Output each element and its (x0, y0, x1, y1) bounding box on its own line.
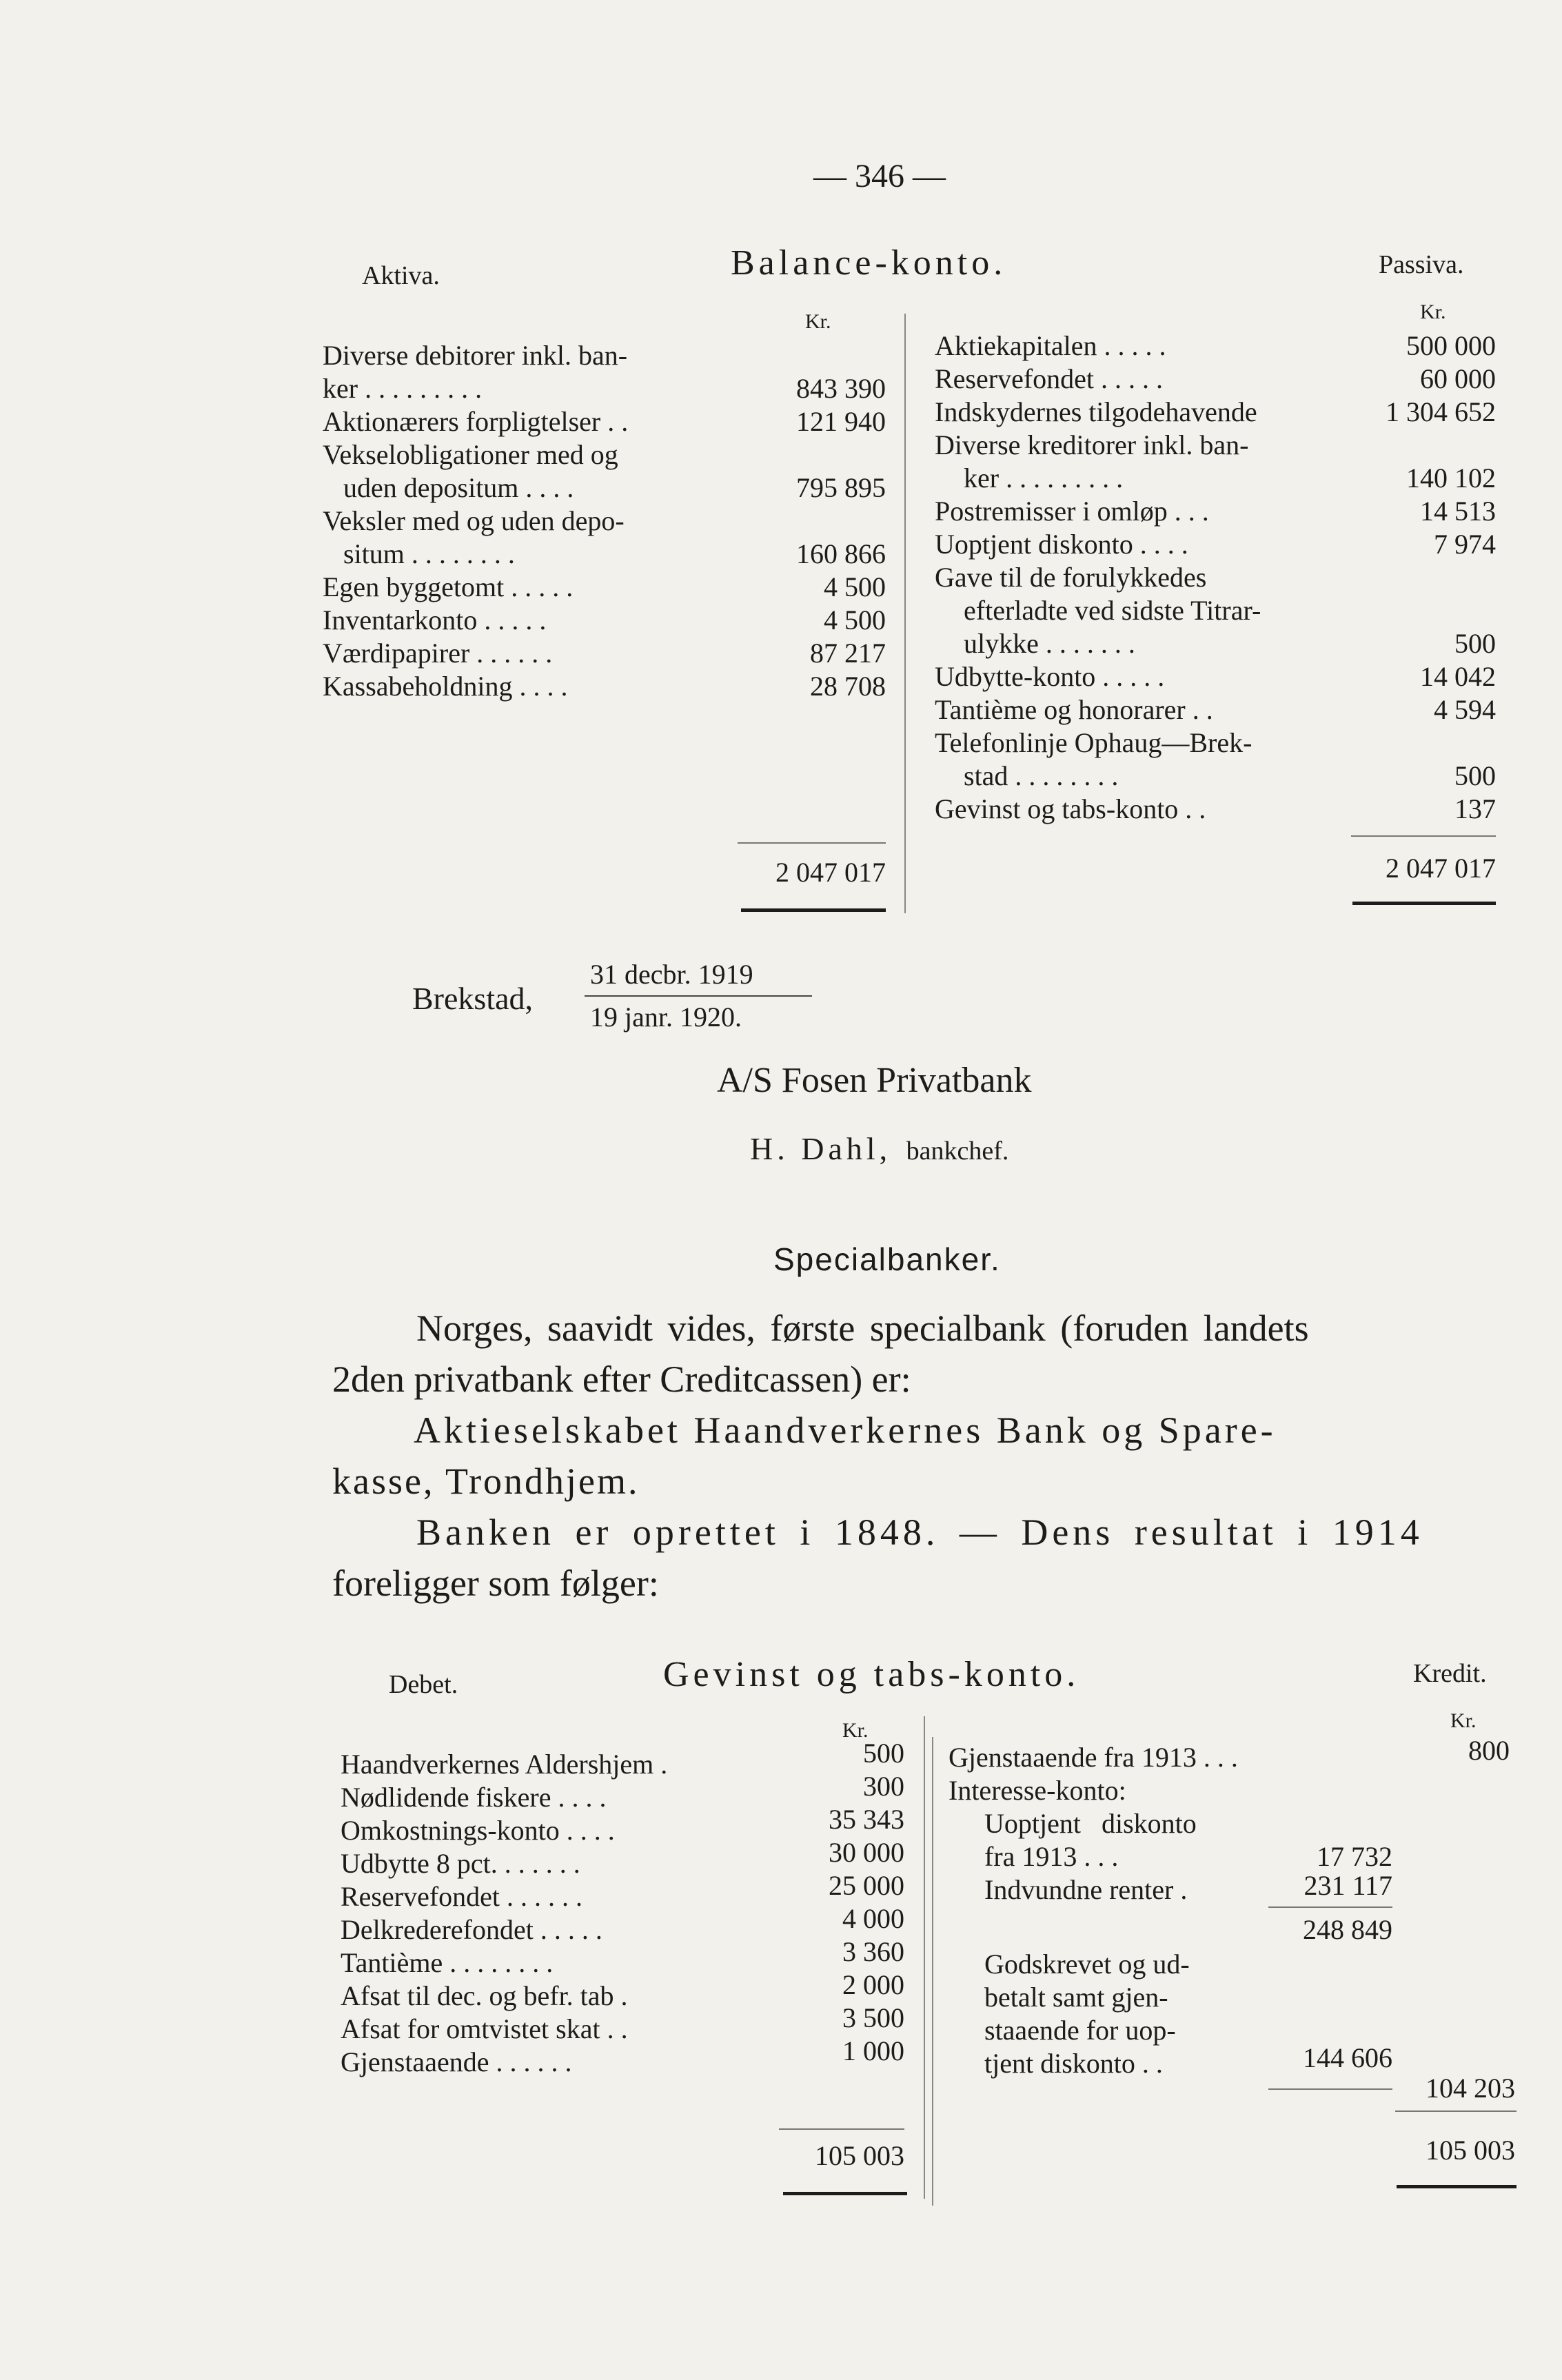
passiva-line: Uoptjent diskonto . . . . (935, 529, 1188, 560)
debet-amount: 500 (863, 1738, 904, 1769)
aktiva-sum-line (738, 842, 886, 844)
indvundne-amount: 231 117 (1304, 1870, 1392, 1901)
signature-name: H. Dahl, (750, 1131, 892, 1166)
aktiva-item (323, 505, 736, 571)
signature-role: bankchef. (906, 1137, 1009, 1166)
debet-amount: 300 (863, 1771, 904, 1802)
aktiva-amount: 87 217 (810, 638, 886, 669)
gevinst-title: Gevinst og tabs-konto. (663, 1655, 1080, 1694)
debet-kr-label: Kr. (842, 1719, 869, 1742)
signature-line (750, 1130, 1008, 1167)
aktiva-item (323, 438, 736, 505)
passiva-heading: Passiva. (1379, 250, 1464, 279)
godskrevet-line: betalt samt gjen- (984, 1982, 1168, 2013)
aktiva-amount: 4 500 (824, 604, 886, 635)
debet-amounts (779, 1737, 904, 2068)
aktiva-amounts (738, 339, 886, 703)
kredit-sum-line (1395, 2111, 1517, 2112)
paragraph-line-1: Norges, saavidt vides, første specialbank (foruden landets (416, 1308, 1309, 1349)
godskrevet-amount: 144 606 (1303, 2042, 1392, 2073)
uoptjent-amount: 17 732 (1317, 1841, 1392, 1872)
debet-amount: 35 343 (829, 1804, 904, 1835)
uoptjent-line-1: Uoptjent diskonto (984, 1808, 1197, 1839)
debet-sum-line (779, 2128, 904, 2130)
aktiva-line: Aktionærers forpligtelser . . (323, 406, 629, 437)
aktiva-line: uden depositum . . . . (343, 472, 574, 503)
signature-date-bottom: 19 janr. 1920. (590, 1001, 742, 1033)
kredit-total: 105 003 (1426, 2135, 1515, 2166)
section-heading: Specialbanker. (773, 1241, 1001, 1277)
aktiva-amount: 795 895 (796, 472, 886, 503)
passiva-amount: 7 974 (1434, 529, 1496, 560)
passiva-line: Postremisser i omløp . . . (935, 496, 1209, 527)
debet-line: Gjenstaaende . . . . . . (341, 2046, 572, 2077)
kredit-row-1: Gjenstaaende fra 1913 . . . (949, 1742, 1238, 1773)
passiva-line: Telefonlinje Ophaug—Brek- (935, 727, 1252, 758)
aktiva-item (323, 405, 736, 438)
paragraph-line-3: Aktieselskabet Haandverkernes Bank og Spare- (414, 1410, 1277, 1451)
kredit-kr-label: Kr. (1450, 1709, 1477, 1732)
debet-line: Afsat for omtvistet skat . . (341, 2013, 628, 2044)
passiva-amount: 60 000 (1420, 363, 1496, 394)
debet-line: Omkostnings-konto . . . . (341, 1815, 615, 1846)
passiva-line: Gave til de forulykkedes (935, 562, 1207, 593)
passiva-amount: 14 513 (1420, 496, 1496, 527)
aktiva-amount: 4 500 (824, 571, 886, 602)
signature-date-top: 31 decbr. 1919 (590, 959, 753, 990)
debet-line: Delkrederefondet . . . . . (341, 1914, 602, 1945)
passiva-line: Udbytte-konto . . . . . (935, 661, 1165, 692)
passiva-line: ulykke . . . . . . . (964, 628, 1135, 659)
debet-line: Haandverkernes Aldershjem . (341, 1749, 668, 1780)
passiva-line: Aktiekapitalen . . . . . (935, 330, 1166, 361)
aktiva-line: situm . . . . . . . . (343, 538, 515, 569)
debet-line: Nødlidende fiskere . . . . (341, 1782, 607, 1813)
passiva-amount: 500 000 (1406, 330, 1496, 361)
debet-amount: 30 000 (829, 1837, 904, 1868)
aktiva-total: 2 047 017 (775, 857, 886, 888)
aktiva-line: Kassabeholdning . . . . (323, 671, 568, 702)
interesse-sum-line (1268, 1906, 1392, 1908)
passiva-amount: 137 (1454, 793, 1496, 824)
signature-place: Brekstad, (412, 981, 534, 1016)
passiva-list (935, 329, 1362, 826)
passiva-amount: 14 042 (1420, 661, 1496, 692)
paragraph-line-4: kasse, Trondhjem. (332, 1461, 640, 1502)
passiva-amount: 1 304 652 (1386, 396, 1496, 427)
aktiva-total-underline (741, 908, 886, 912)
signature-bank: A/S Fosen Privatbank (717, 1061, 1032, 1100)
paragraph-line-6: foreligger som følger: (332, 1563, 659, 1604)
passiva-line: Tantième og honorarer . . (935, 694, 1213, 725)
passiva-amounts (1351, 329, 1496, 826)
aktiva-line: Veksler med og uden depo- (323, 505, 625, 536)
gevinst-divider-left (924, 1716, 925, 2199)
indvundne-label: Indvundne renter . (984, 1874, 1188, 1905)
passiva-line: Diverse kreditorer inkl. ban- (935, 429, 1249, 460)
net-sum-line (1268, 2088, 1392, 2090)
debet-total-underline (783, 2192, 907, 2195)
debet-amount: 1 000 (842, 2035, 904, 2066)
aktiva-amount: 843 390 (796, 373, 886, 404)
debet-total: 105 003 (815, 2140, 904, 2171)
godskrevet-text (984, 1948, 1190, 2080)
godskrevet-line: Godskrevet og ud- (984, 1949, 1190, 1980)
debet-list (341, 1748, 789, 2079)
debet-line: Afsat til dec. og befr. tab . (341, 1980, 628, 2011)
kredit-net-amount: 104 203 (1426, 2073, 1515, 2104)
kredit-total-underline (1397, 2185, 1517, 2188)
godskrevet-line: tjent diskonto . . (984, 2048, 1163, 2079)
aktiva-amount: 121 940 (796, 406, 886, 437)
aktiva-amount: 160 866 (796, 538, 886, 569)
paragraph-line-2: 2den privatbank efter Creditcassen) er: (332, 1359, 911, 1400)
godskrevet-line: staaende for uop- (984, 2015, 1176, 2046)
passiva-amount: 500 (1454, 760, 1496, 791)
paragraph-line-5: Banken er oprettet i 1848. — Dens resultat i 1914 (416, 1512, 1423, 1553)
aktiva-line: Værdipapirer . . . . . . (323, 638, 553, 669)
balance-title: Balance-konto. (731, 243, 1007, 283)
passiva-amount: 500 (1454, 628, 1496, 659)
aktiva-line: ker . . . . . . . . . (323, 373, 483, 404)
passiva-line: Indskydernes tilgodehavende (935, 396, 1257, 427)
passiva-line: ker . . . . . . . . . (964, 462, 1124, 494)
kredit-heading: Kredit. (1413, 1659, 1487, 1688)
debet-line: Udbytte 8 pct. . . . . . . (341, 1848, 580, 1879)
passiva-line: Gevinst og tabs-konto . . (935, 793, 1206, 824)
aktiva-heading: Aktiva. (362, 261, 440, 290)
aktiva-list (323, 339, 736, 703)
debet-amount: 2 000 (842, 1969, 904, 2000)
gevinst-divider-right (932, 1737, 933, 2206)
debet-amount: 25 000 (829, 1870, 904, 1901)
debet-line: Reservefondet . . . . . . (341, 1881, 583, 1912)
aktiva-line: Egen byggetomt . . . . . (323, 571, 574, 602)
passiva-kr-label: Kr. (1420, 301, 1446, 323)
passiva-amount: 4 594 (1434, 694, 1496, 725)
aktiva-kr-label: Kr. (805, 310, 831, 333)
debet-amount: 3 360 (842, 1936, 904, 1967)
page-number: — 346 — (813, 158, 946, 194)
passiva-total-underline (1352, 902, 1496, 905)
debet-amount: 3 500 (842, 2002, 904, 2033)
interesse-konto-label: Interesse-konto: (949, 1775, 1126, 1806)
aktiva-amount: 28 708 (810, 671, 886, 702)
aktiva-line: Inventarkonto . . . . . (323, 604, 547, 635)
kredit-row-1-amount: 800 (1468, 1735, 1510, 1766)
balance-divider (904, 314, 906, 913)
aktiva-item (323, 339, 736, 405)
passiva-line: Reservefondet . . . . . (935, 363, 1164, 394)
passiva-sum-line (1351, 835, 1496, 837)
debet-heading: Debet. (389, 1670, 458, 1699)
passiva-line: stad . . . . . . . . (964, 760, 1119, 791)
passiva-amount: 140 102 (1406, 462, 1496, 494)
debet-line: Tantième . . . . . . . . (341, 1947, 554, 1978)
passiva-total: 2 047 017 (1386, 853, 1496, 884)
passiva-line: efterladte ved sidste Titrar- (964, 595, 1261, 626)
debet-amount: 4 000 (842, 1903, 904, 1934)
aktiva-line: Diverse debitorer inkl. ban- (323, 340, 628, 371)
aktiva-line: Vekselobligationer med og (323, 439, 618, 470)
date-fraction-line (585, 995, 812, 997)
interesse-subtotal: 248 849 (1303, 1914, 1392, 1945)
uoptjent-line-2: fra 1913 . . . (984, 1841, 1119, 1872)
